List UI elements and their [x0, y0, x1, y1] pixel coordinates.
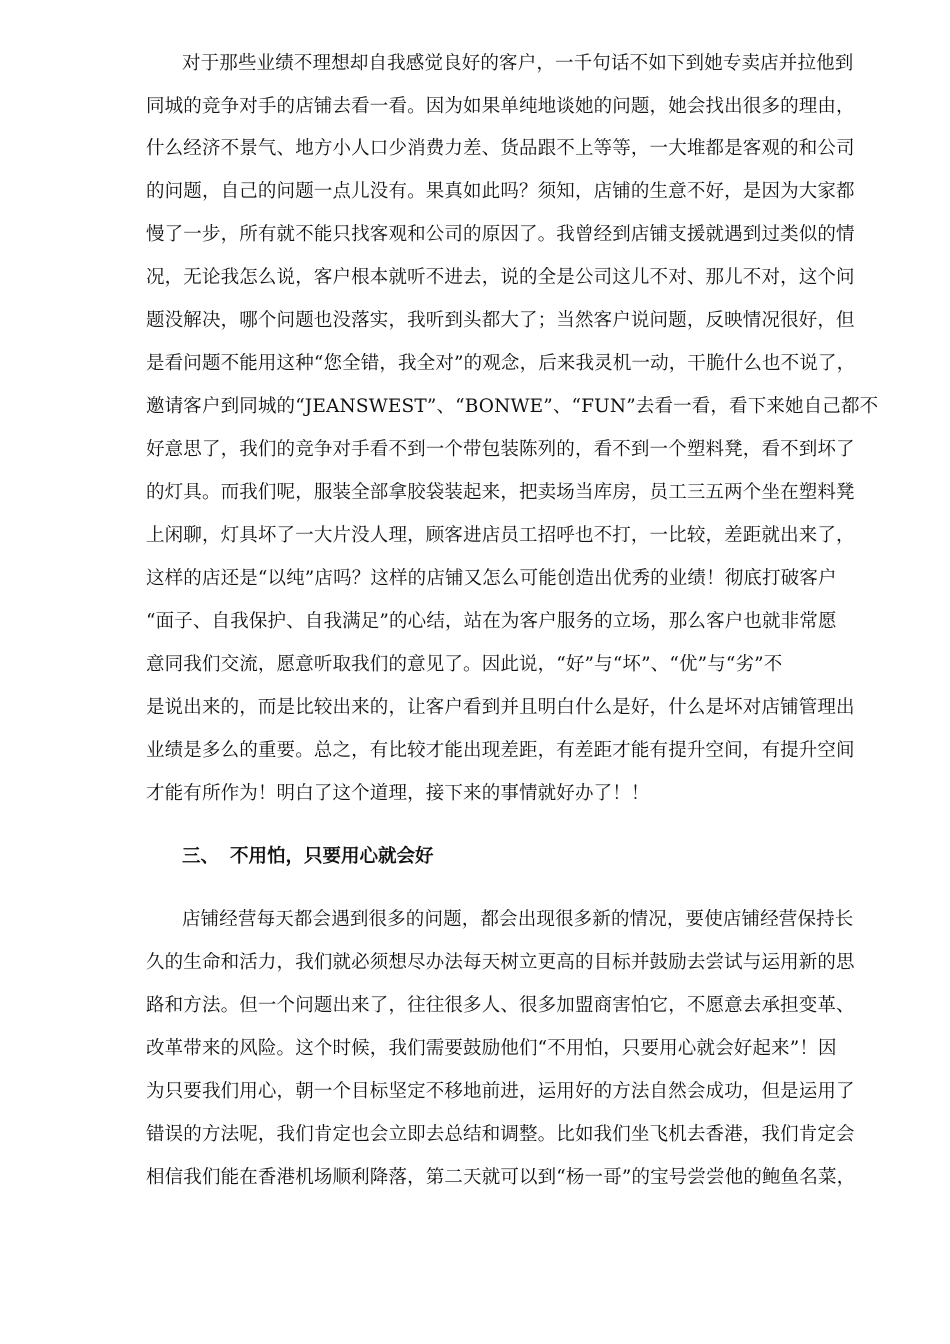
paragraph-1-line: 题没解决，哪个问题也没落实，我听到头都大了；当然客户说问题，反映情况很好，但 [146, 310, 855, 331]
paragraph-1-line: 的问题，自己的问题一点儿没有。果真如此吗？须知，店铺的生意不好，是因为大家都 [146, 181, 855, 202]
paragraph-1-line: 什么经济不景气、地方小人口少消费力差、货品跟不上等等，一大堆都是客观的和公司 [146, 138, 855, 159]
paragraph-1-line: 是看问题不能用这种“您全错，我全对”的观念，后来我灵机一动，干脆什么也不说了， [146, 353, 856, 374]
paragraph-1-line: 同城的竞争对手的店铺去看一看。因为如果单纯地谈她的问题，她会找出很多的理由， [146, 96, 855, 117]
section-number: 三、 [182, 846, 220, 867]
paragraph-1-line: 对于那些业绩不理想却自我感觉良好的客户，一千句话不如下到她专卖店并拉他到 [182, 53, 854, 74]
section-heading [182, 845, 434, 869]
paragraph-1-line: 这样的店还是“以纯”店吗？这样的店铺又怎么可能创造出优秀的业绩！彻底打破客户 [146, 568, 837, 589]
paragraph-1-line: “面子、自我保护、自我满足”的心结，站在为客户服务的立场，那么客户也就非常愿 [146, 611, 837, 632]
paragraph-1-line: 的灯具。而我们呢，服装全部拿胶袋装起来，把卖场当库房，员工三五两个坐在塑料凳 [146, 482, 855, 503]
paragraph-1-line: 慢了一步，所有就不能只找客观和公司的原因了。我曾经到店铺支援就遇到过类似的情 [146, 224, 855, 245]
paragraph-2-line: 路和方法。但一个问题出来了，往往很多人、很多加盟商害怕它，不愿意去承担变革、 [146, 995, 855, 1016]
paragraph-2-line: 店铺经营每天都会遇到很多的问题，都会出现很多新的情况，要使店铺经营保持长 [182, 909, 854, 930]
paragraph-2-line: 相信我们能在香港机场顺利降落，第二天就可以到“杨一哥”的宝号尝尝他的鲍鱼名菜， [146, 1167, 856, 1188]
paragraph-1-line: 况，无论我怎么说，客户根本就听不进去，说的全是公司这儿不对、那儿不对，这个问 [146, 267, 855, 288]
paragraph-2-line: 久的生命和活力，我们就必须想尽办法每天树立更高的目标并鼓励去尝试与运用新的思 [146, 952, 855, 973]
paragraph-1-line: 是说出来的，而是比较出来的，让客户看到并且明白什么是好，什么是坏对店铺管理出 [146, 697, 855, 718]
paragraph-1-line: 才能有所作为！明白了这个道理，接下来的事情就好办了！！ [146, 783, 650, 804]
paragraph-1-line: 业绩是多么的重要。总之，有比较才能出现差距，有差距才能有提升空间，有提升空间 [146, 740, 855, 761]
paragraph-1-line: 上闲聊，灯具坏了一大片没人理，顾客进店员工招呼也不打，一比较，差距就出来了， [146, 525, 855, 546]
paragraph-2-line: 为只要我们用心，朝一个目标坚定不移地前进，运用好的方法自然会成功，但是运用了 [146, 1081, 855, 1102]
paragraph-1-line: 邀请客户到同城的“JEANSWEST”、“BONWE”、“FUN”去看一看，看下来她自己都不 [146, 396, 879, 417]
section-title: 不用怕，只要用心就会好 [230, 846, 434, 867]
paragraph-2-line: 改革带来的风险。这个时候，我们需要鼓励他们“不用怕，只要用心就会好起来”！因 [146, 1038, 837, 1059]
paragraph-2-line: 错误的方法呢，我们肯定也会立即去总结和调整。比如我们坐飞机去香港，我们肯定会 [146, 1124, 855, 1145]
paragraph-1-line: 意同我们交流，愿意听取我们的意见了。因此说，“好”与“坏”、“优”与“劣”不 [146, 654, 783, 675]
paragraph-1-line: 好意思了，我们的竞争对手看不到一个带包装陈列的，看不到一个塑料凳，看不到坏了 [146, 439, 855, 460]
